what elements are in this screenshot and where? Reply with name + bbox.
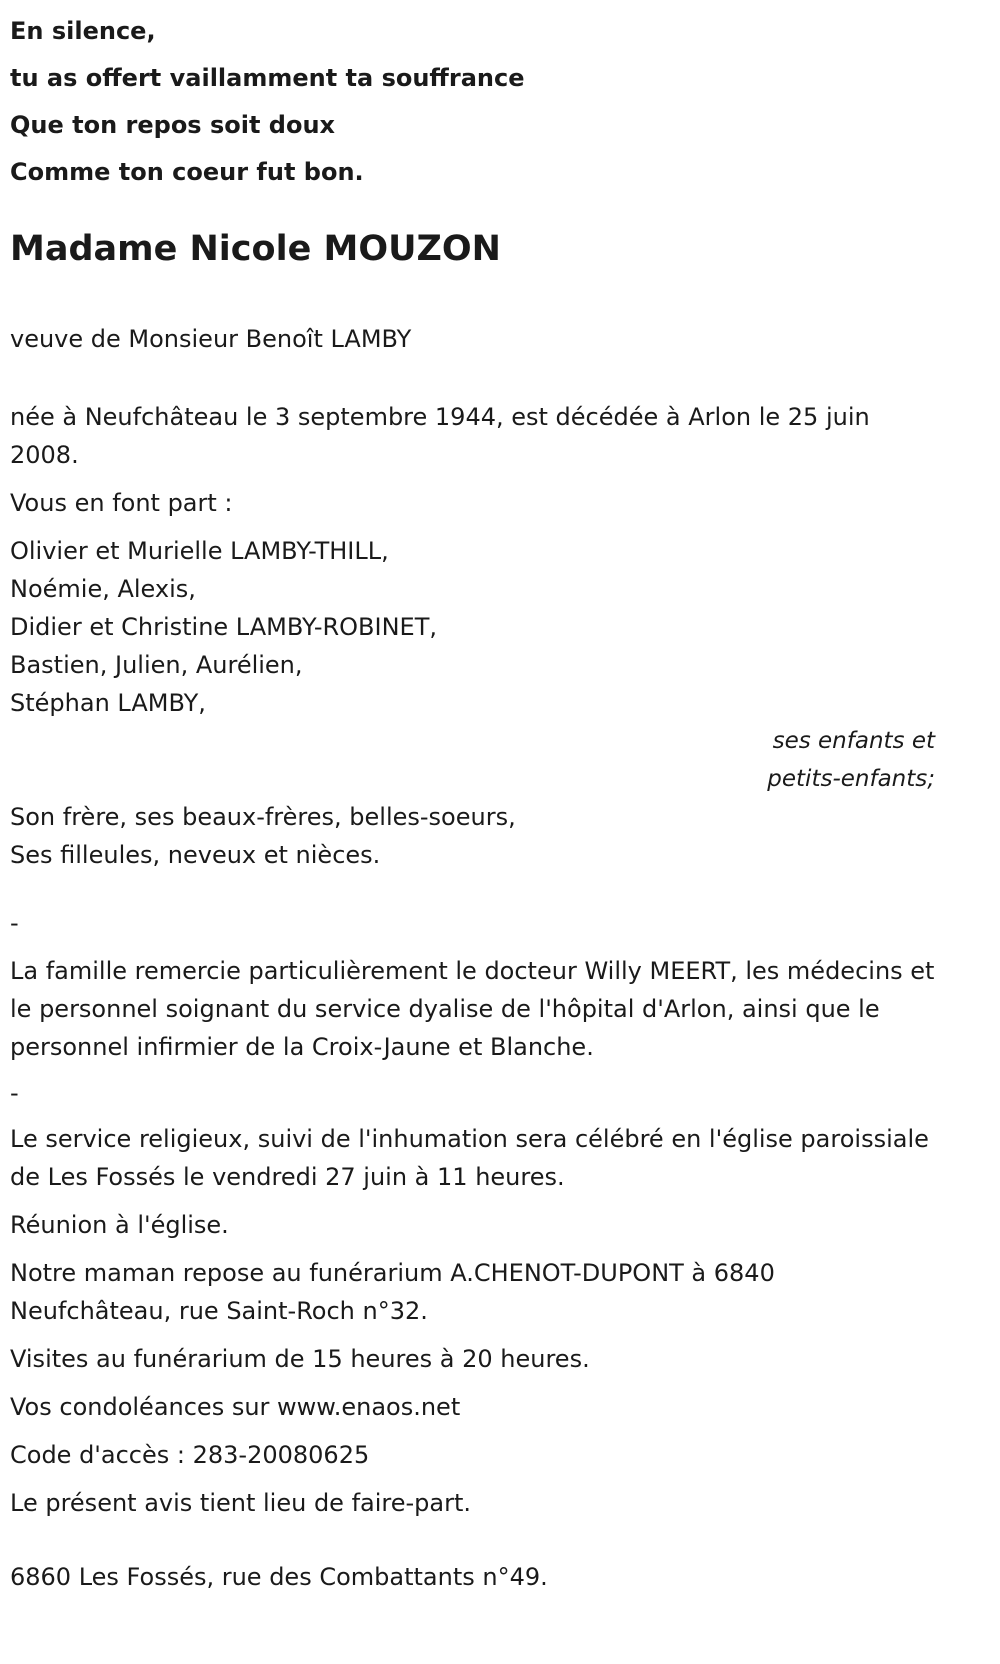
relatives-line-2: Ses filleules, neveux et nièces. xyxy=(10,841,381,869)
condolences-info: Vos condoléances sur www.enaos.net xyxy=(10,1393,461,1421)
deceased-name: Madame Nicole MOUZON xyxy=(10,229,501,269)
poem-line-3: Que ton repos soit doux xyxy=(10,111,336,139)
obituary-notice xyxy=(10,0,935,1596)
visits-info: Visites au funérarium de 15 heures à 20 heures. xyxy=(10,1345,590,1373)
separator: - xyxy=(10,1079,19,1107)
poem-line-4: Comme ton coeur fut bon. xyxy=(10,158,364,186)
born-died: née à Neufchâteau le 3 septembre 1944, est décédée à Arlon le 25 juin 2008. xyxy=(10,403,870,469)
family-member: Olivier et Murielle LAMBY-THILL, xyxy=(10,537,389,565)
funeral-home-info: Notre maman repose au funérarium A.CHENOT-DUPONT à 6840 Neufchâteau, rue Saint-Roch n°32. xyxy=(10,1259,775,1325)
meeting-info: Réunion à l'église. xyxy=(10,1211,229,1239)
announce: Vous en font part : xyxy=(10,489,233,517)
family-list xyxy=(10,532,935,722)
family-member: Didier et Christine LAMBY-ROBINET, xyxy=(10,613,437,641)
family-member: Bastien, Julien, Aurélien, xyxy=(10,651,303,679)
relation-line-2: petits-enfants; xyxy=(767,766,935,792)
relation xyxy=(10,722,935,798)
family-member: Stéphan LAMBY, xyxy=(10,689,206,717)
access-code: Code d'accès : 283-20080625 xyxy=(10,1441,370,1469)
thanks: La famille remercie particulièrement le docteur Willy MEERT, les médecins et le personnel soignant du service dyalise de l'hôpital d'Arlon, ainsi que le personnel infirmier de la Croix-Jaune et Blanche. xyxy=(10,957,935,1061)
family-member: Noémie, Alexis, xyxy=(10,575,196,603)
poem-line-2: tu as offert vaillamment ta souffrance xyxy=(10,64,525,92)
relation-line-1: ses enfants et xyxy=(772,728,935,754)
relatives xyxy=(10,798,935,874)
separator: - xyxy=(10,909,19,937)
service-info: Le service religieux, suivi de l'inhumation sera célébré en l'église paroissiale de Les Fossés le vendredi 27 juin à 11 heures. xyxy=(10,1125,929,1191)
relatives-line-1: Son frère, ses beaux-frères, belles-soeurs, xyxy=(10,803,516,831)
widow-of: veuve de Monsieur Benoît LAMBY xyxy=(10,325,412,353)
poem xyxy=(10,0,935,196)
notice: Le présent avis tient lieu de faire-part. xyxy=(10,1489,472,1517)
address: 6860 Les Fossés, rue des Combattants n°49. xyxy=(10,1563,548,1591)
poem-line-1: En silence, xyxy=(10,17,156,45)
